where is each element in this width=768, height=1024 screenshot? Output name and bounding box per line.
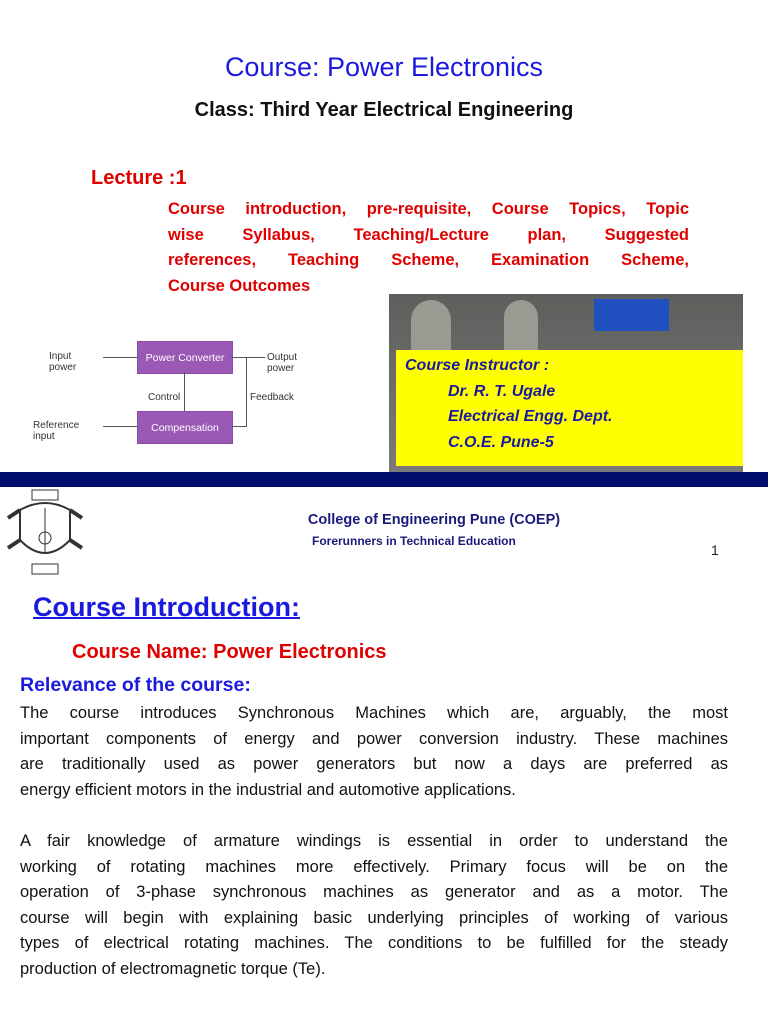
text-line: course will begin with explaining basic underlying principles of working of various — [20, 908, 728, 927]
topics-line: Course introduction, pre-requisite, Course Topics, Topic — [168, 200, 689, 218]
text-line: energy efficient motors in the industrial and automotive applications. — [20, 780, 516, 799]
instructor-dept: Electrical Engg. Dept. — [448, 408, 613, 425]
relevance-heading: Relevance of the course: — [20, 674, 251, 696]
output-power-label: Output power — [267, 352, 298, 374]
text-line: production of electromagnetic torque (Te). — [20, 959, 326, 978]
course-title: Course: Power Electronics — [224, 52, 544, 82]
lecture-topics — [168, 197, 689, 299]
text-line: important components of energy and power conversion industry. These machines — [20, 729, 728, 748]
text-line: working of rotating machines more effectively. Primary focus will be on the — [20, 857, 728, 876]
lecture-label: Lecture :1 — [91, 167, 187, 189]
class-label: Class: Third Year Electrical Engineering — [194, 99, 574, 121]
relevance-paragraph-2 — [20, 829, 728, 982]
text-line: operation of 3-phase synchronous machines as generator and as a motor. The — [20, 883, 728, 901]
input-power-label: Input power — [49, 351, 77, 373]
topics-line: wise Syllabus, Teaching/Lecture plan, Suggested — [168, 225, 689, 244]
building-photo — [389, 294, 743, 472]
footer-band — [0, 472, 768, 487]
topics-line: Course Outcomes — [168, 276, 311, 295]
reference-input-label: Reference input — [33, 420, 80, 442]
text-line: The course introduces Synchronous Machines which are, arguably, the most — [20, 704, 728, 722]
page-number: 1 — [711, 542, 719, 558]
college-name: College of Engineering Pune (COEP) — [307, 512, 561, 528]
power-converter-block: Power Converter — [137, 341, 233, 374]
text-line: A fair knowledge of armature windings is essential in order to understand the — [20, 832, 728, 850]
instructor-heading: Course Instructor : — [405, 357, 550, 374]
topics-line: references, Teaching Scheme, Examination Scheme, — [168, 251, 689, 269]
college-motto: Forerunners in Technical Education — [312, 534, 516, 548]
compensation-block: Compensation — [137, 411, 233, 444]
instructor-college: C.O.E. Pune-5 — [448, 433, 554, 451]
section-heading: Course Introduction: — [33, 592, 300, 622]
relevance-paragraph-1 — [20, 701, 728, 803]
course-name: Course Name: Power Electronics — [72, 641, 387, 663]
coep-logo — [4, 488, 86, 576]
feedback-label: Feedback — [250, 392, 294, 403]
instructor-box — [396, 350, 743, 466]
control-label: Control — [148, 392, 181, 403]
text-line: are traditionally used as power generators but now a days are preferred as — [20, 755, 728, 773]
text-line: types of electrical rotating machines. The conditions to be fulfilled for the steady — [20, 934, 728, 952]
department-sign — [594, 299, 669, 331]
instructor-name: Dr. R. T. Ugale — [448, 382, 556, 400]
